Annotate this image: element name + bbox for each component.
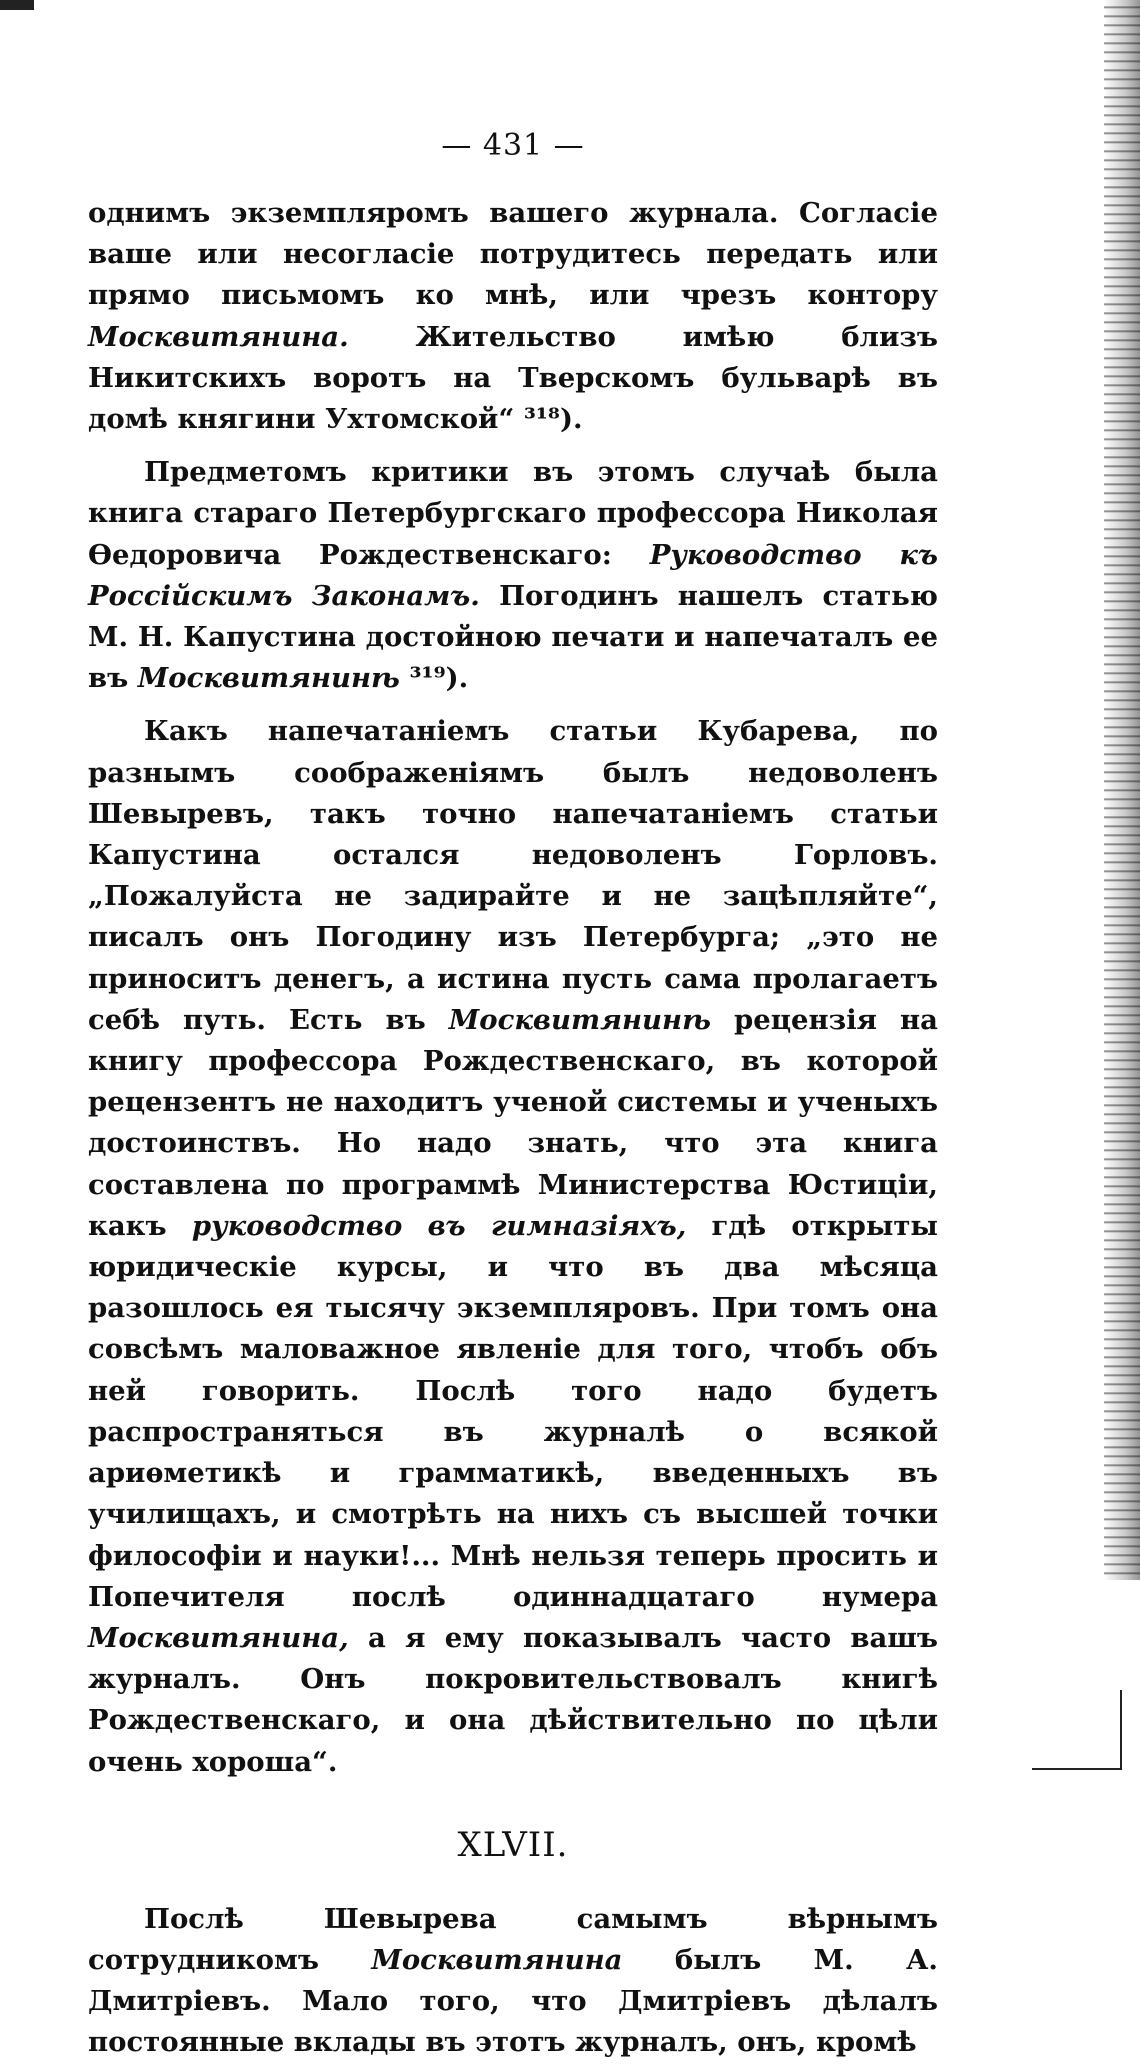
book-page [88, 128, 938, 2064]
paragraph-1-italic-moskvityanin: Москвитянина. [88, 320, 349, 353]
paragraph-3-italic-moskvityanina: Москвитянина, [88, 1621, 349, 1654]
paragraph-1 [88, 193, 938, 440]
paragraph-2-text-b: Погодинъ нашелъ статью М. Н. Капустина достойною печати и напечаталъ ее въ [88, 579, 938, 695]
paragraph-2-text-c: ³¹⁹). [399, 662, 469, 695]
page-number: — 431 — [441, 128, 585, 163]
paragraph-3-italic-moskvityanin: Москвитянинѣ [448, 1003, 711, 1036]
section-paragraph-text-b: былъ М. А. Дмитріевъ. Мало того, что Дмитріевъ дѣлалъ постоянные вклады въ этотъ журналъ, онъ, кромѣ [88, 1943, 939, 2059]
paragraph-3-text-d: а я ему показывалъ часто вашъ журналъ. Онъ покровительствовалъ книгѣ Рождественскаго, и она дѣйствительно по цѣли очень хороша“. [88, 1621, 938, 1778]
scan-corner-mark [0, 0, 34, 10]
paragraph-2-italic-moskvityanin: Москвитянинѣ [137, 662, 400, 695]
section-paragraph-italic-moskvityanina: Москвитянина [371, 1943, 623, 1976]
paragraph-3 [88, 711, 938, 1782]
paragraph-2-text-a: Предметомъ критики въ этомъ случаѣ была книга стараго Петербургскаго профессора Николая Ѳедоровича Рождественскаго: [88, 456, 938, 571]
scan-crop-mark-horizontal [1032, 1768, 1122, 1770]
scan-edge-shadow [1104, 0, 1140, 1580]
paragraph-2 [88, 452, 938, 699]
paragraph-3-text-b: рецензія на книгу профессора Рождественскаго, въ которой рецензентъ не находитъ ученой системы и ученыхъ достоинствъ. Но надо знать, что эта книга составлена по программѣ Министерства Юстиціи, какъ [88, 1003, 938, 1242]
section-paragraph-text-a: Послѣ Шевырева самымъ вѣрнымъ сотрудникомъ [88, 1902, 938, 1976]
section-paragraph [88, 1899, 938, 2064]
section-heading: XLVII. [457, 1824, 569, 1865]
paragraph-1-text-a: однимъ экземпляромъ вашего журнала. Согласіе ваше или несогласіе потрудитесь передать или прямо письмомъ ко мнѣ, или чрезъ контору [88, 197, 938, 312]
paragraph-3-text-a: Какъ напечатаніемъ статьи Кубарева, по разнымъ соображеніямъ былъ недоволенъ Шевыревъ, такъ точно напечатаніемъ статьи Капустина остался недоволенъ Горловъ. „Пожалуйста не задирайте и не зацѣпляйте“, писалъ онъ Погодину изъ Петербурга; „это не приноситъ денегъ, а истина пусть сама пролагаетъ себѣ путь. Есть въ [88, 715, 938, 1036]
paragraph-2-italic-book-title: Руководство къ Россійскимъ Законамъ. [88, 538, 938, 612]
paragraph-3-text-c: гдѣ открыты юридическіе курсы, и что въ два мѣсяца разошлось ея тысячу экземпляровъ. При томъ она совсѣмъ маловажное явленіе для того, чтобъ объ ней говорить. Послѣ того надо будетъ распространяться въ журналѣ о всякой ариѳметикѣ и грамматикѣ, введенныхъ въ училищахъ, и смотрѣть на нихъ съ высшей точки философіи и науки!... Мнѣ нельзя теперь просить и Попечителя послѣ одиннадцатаго нумера [88, 1209, 938, 1613]
paragraph-3-italic-rukovodstvo: руководство въ гимназіяхъ, [191, 1209, 687, 1242]
paragraph-1-text-b: Жительство имѣю близъ Никитскихъ воротъ на Тверскомъ бульварѣ въ домѣ княгини Ухтомской“ ³¹⁸). [88, 320, 938, 436]
scan-crop-mark-vertical [1120, 1690, 1122, 1770]
